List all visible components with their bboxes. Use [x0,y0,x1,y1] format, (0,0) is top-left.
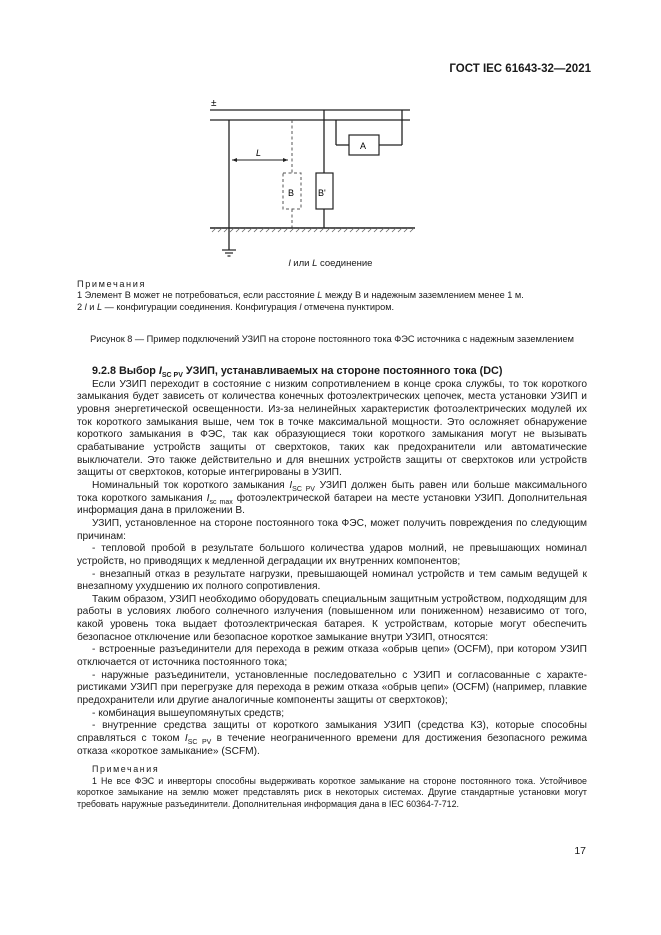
bullet-4: - наружные разъединители, установленные последовательно с УЗИП и согласованные с характеристиками УЗИП при перегрузке для перехода в режим отказа «обрыв цепи» (OCFM) (например, плавкие предохранители или другие аналогичные компоненты защиты от сверхтоков); [77,669,587,707]
box-b-prime-label: B' [318,188,326,198]
caption-var-L: L [312,258,318,269]
caption-middle: или [290,258,313,269]
length-arrow-head-left [232,158,237,162]
paragraph-2: Номинальный ток короткого замыкания $I_{SC PV}$ УЗИП должен быть равен или больше максимального тока короткого замыкания $I_{sc max}$ фотоэлектрической батареи на месте установки УЗИП. Дополнительная информация дана в приложении B. [77,479,588,517]
box-a-label: A [360,141,367,151]
connection-diagram [200,90,430,260]
box-b-label: B [288,188,295,198]
bullet-3: - встроенные разъединители для перехода в режим отказа «обрыв цепи» (OCFM), при котором УЗИП отключается от источника постоянного тока; [77,644,587,669]
caption-var-l: l [288,258,291,269]
figure-caption: Рисунок 8 — Пример подключений УЗИП на стороне постоянного тока ФЭС источника с надежным заземлением [90,334,574,344]
bullet-2: - внезапный отказ в результате нагрузки, превышающей номинал устройств и тем самым ведущей к внезапному ухудшению их полного сопротивления. [77,568,587,593]
plus-minus-label: ± [211,98,217,109]
section-9-2-8 [77,365,587,810]
document-header: ГОСТ IEC 61643-32—2021 [449,63,591,75]
page-number: 17 [574,845,586,857]
length-label: L [256,148,262,158]
note-1: 1 Элемент B может не потребоваться, если расстояние L между B и надежным заземлением менее 1 м. [77,290,524,301]
figure-notes [77,279,587,313]
notes2-title: Примечания [92,764,160,775]
bullet-5: - комбинация вышеупомянутых средств; [92,707,285,719]
notes2-text: 1 Не все ФЭС и инверторы способны выдерживать короткое замыкание на стороне постоянного тока. Устойчивое короткое замыкание на землю может представлять риск в некоторых системах. Другие стандартные установки могут требовать наружные разъединители. Дополнительная информация дана в IEC 60364-7-712. [77,775,587,809]
length-arrow-head-right [283,158,288,162]
section-heading: 9.2.8 Выбор $I_{SC PV}$ УЗИП, устанавливаемых на стороне постоянного тока (DC) [92,365,503,379]
notes-title: Примечания [77,279,147,289]
paragraph-3: УЗИП, установленное на стороне постоянного тока ФЭС, может получить повреждения по следующим причинам: [77,517,587,542]
bullet-1: - тепловой пробой в результате большого количества ударов молний, не превышающих номинал устройств, но приводящих к медленной деградации их внутренних компонентов; [77,543,587,567]
note-2: 2 l и L — конфигурации соединения. Конфигурация l отмечена пунктиром. [77,301,395,312]
paragraph-4: Таким образом, УЗИП необходимо оборудовать специальным защитным устройством, подходящим для работы в условиях любого солнечного излучения (повышенном или пониженном) независимо от того, какой уровень тока выдает фотоэлектрическая батарея. К устройствам, которые могут обеспечить безопасное отключение или безопасное короткое замыкание внутри УЗИП, относятся: [77,593,587,643]
bullet-6: - внутренние средства защиты от короткого замыкания УЗИП (средства КЗ), которые способны справляться с током $I_{SC PV}$ в течение неограниченного времени для достижения безопасного режима отказа «короткое замыкание» (SCFM). [77,720,587,757]
paragraph-1: Если УЗИП переходит в состояние с низким сопротивлением в конце срока службы, то ток короткого замыкания будет зависеть от количества конечных фотоэлектрических цепочек, места установки УЗИП и уровня энергетической освещенности. Из-за нелинейных характеристик фотоэлектрических модулей их ток короткого замыкания выше, чем ток в точке максимальной мощности. Это осложняет обнаружение короткого замыкания в ФЭС, так как образующиеся токи короткого замыкания могут не вызывать срабатывание устройств защиты от сверхтоков, таких как предохранители или автоматические выключатели. Это также действительно и для внешних устройств защиты от сверхтоков или устройств защиты от сверхтоков, которые интегрированы в УЗИП. [77,378,587,479]
caption-rest: соединение [317,258,373,269]
connection-caption [0,258,661,269]
